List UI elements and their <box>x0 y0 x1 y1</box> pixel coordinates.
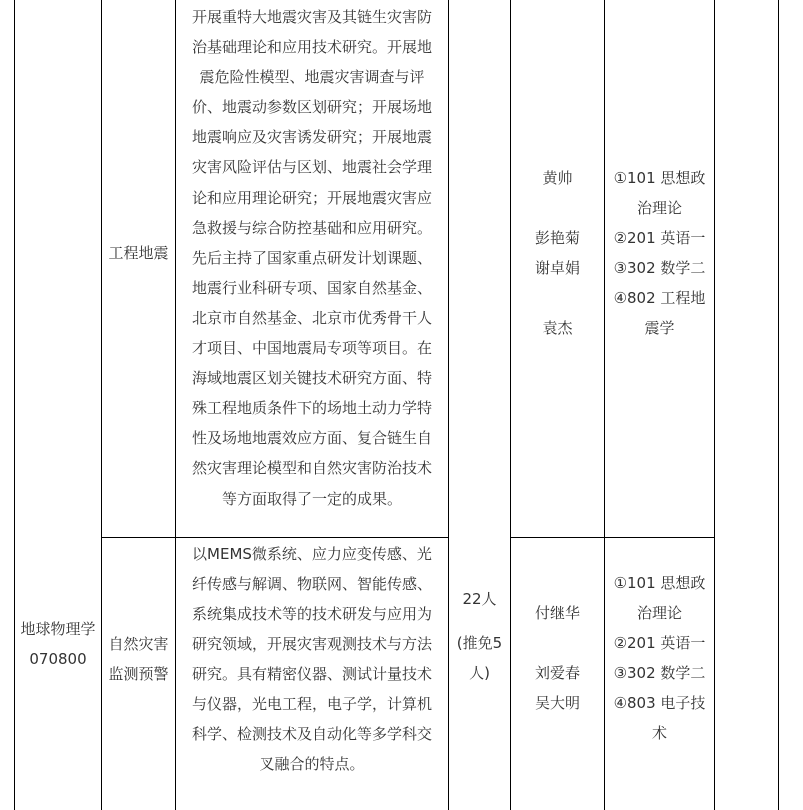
exam-line: 术 <box>651 724 667 742</box>
exam-line: 震学 <box>644 319 675 337</box>
quota-cell <box>449 584 510 688</box>
exam-line: ③302 数学二 <box>613 259 706 277</box>
advisor-name: 黄帅 <box>542 169 573 187</box>
row-divider <box>101 537 448 538</box>
research-direction: 监测预警 <box>108 665 169 683</box>
grid-line <box>714 0 715 810</box>
direction-cell <box>102 238 175 268</box>
description-line: 然灾害理论模型和自然灾害防治技术 <box>191 459 432 478</box>
advisor-name: 付继华 <box>534 604 580 622</box>
exam-line: ①101 思想政 <box>613 169 706 187</box>
advisor-name: 谢卓娟 <box>534 259 580 277</box>
discipline-cell <box>15 614 101 674</box>
description-line: 开展重特大地震灾害及其链生灾害防 <box>191 8 432 26</box>
description-line: 先后主持了国家重点研发计划课题、 <box>191 248 432 267</box>
exam-line: 治理论 <box>636 199 682 217</box>
exam-line: ③302 数学二 <box>613 664 706 682</box>
exam-line: ④802 工程地 <box>613 289 706 307</box>
description-line: 等方面取得了一定的成果。 <box>221 489 402 508</box>
direction-cell <box>102 629 175 689</box>
description-line: 地震响应及灾害诱发研究；开展地震 <box>191 128 432 147</box>
advisors-cell <box>511 163 604 343</box>
description-line: 叉融合的特点。 <box>259 755 365 773</box>
description-line: 研究领域，开展灾害观测技术与方法 <box>191 635 432 653</box>
quota-note: (推免5 <box>456 634 503 652</box>
grid-line <box>14 0 15 810</box>
description-line: 海域地震区划关键技术研究方面、特 <box>191 369 432 388</box>
advisor-name: 彭艳菊 <box>534 229 580 247</box>
exams-cell <box>605 568 714 748</box>
exam-line: 治理论 <box>636 604 682 622</box>
discipline-name: 地球物理学 <box>20 620 96 638</box>
description-line: 性及场地地震效应方面、复合链生自 <box>191 429 432 448</box>
quota-note: 人) <box>469 664 490 682</box>
exam-line: ②201 英语一 <box>613 229 706 247</box>
description-line: 系统集成技术等的技术研发与应用为 <box>191 605 432 623</box>
description-line: 治基础理论和应用技术研究。开展地 <box>191 38 432 57</box>
exam-line: ④803 电子技 <box>613 694 706 712</box>
advisors-cell <box>511 598 604 718</box>
row-divider <box>510 537 714 538</box>
research-direction: 自然灾害 <box>108 635 169 653</box>
description-line: 震危险性模型、地震灾害调查与评 <box>199 68 425 87</box>
description-line: 灾害风险评估与区划、地震社会学理 <box>191 158 432 177</box>
research-direction: 工程地震 <box>108 244 169 262</box>
description-line: 以MEMS微系统、应力应变传感、光 <box>192 545 432 563</box>
description-line: 殊工程地质条件下的场地土动力学特 <box>191 399 432 418</box>
exam-line: ①101 思想政 <box>613 574 706 592</box>
quota-main: 22人 <box>462 590 497 608</box>
description-cell <box>176 539 448 779</box>
description-line: 急救援与综合防控基础和应用研究。 <box>191 218 432 237</box>
advisor-name: 刘爱春 <box>534 664 580 682</box>
description-line: 北京市自然基金、北京市优秀骨干人 <box>191 308 432 327</box>
advisor-name: 袁杰 <box>542 319 573 337</box>
description-line: 才项目、中国地震局专项等项目。在 <box>191 339 432 358</box>
description-line: 纤传感与解调、物联网、智能传感、 <box>191 575 432 593</box>
description-cell <box>176 2 448 514</box>
grid-line <box>778 0 779 810</box>
discipline-code: 070800 <box>29 650 87 668</box>
advisor-name: 吴大明 <box>534 694 580 712</box>
description-line: 与仪器，光电工程，电子学，计算机 <box>191 695 432 713</box>
grid-line <box>448 0 449 810</box>
description-line: 科学、检测技术及自动化等多学科交 <box>191 725 432 743</box>
description-line: 价、地震动参数区划研究；开展场地 <box>191 98 432 117</box>
description-line: 地震行业科研专项、国家自然基金、 <box>191 278 432 297</box>
exams-cell <box>605 163 714 343</box>
exam-line: ②201 英语一 <box>613 634 706 652</box>
description-line: 研究。具有精密仪器、测试计量技术 <box>191 665 432 683</box>
description-line: 论和应用理论研究；开展地震灾害应 <box>191 188 432 207</box>
